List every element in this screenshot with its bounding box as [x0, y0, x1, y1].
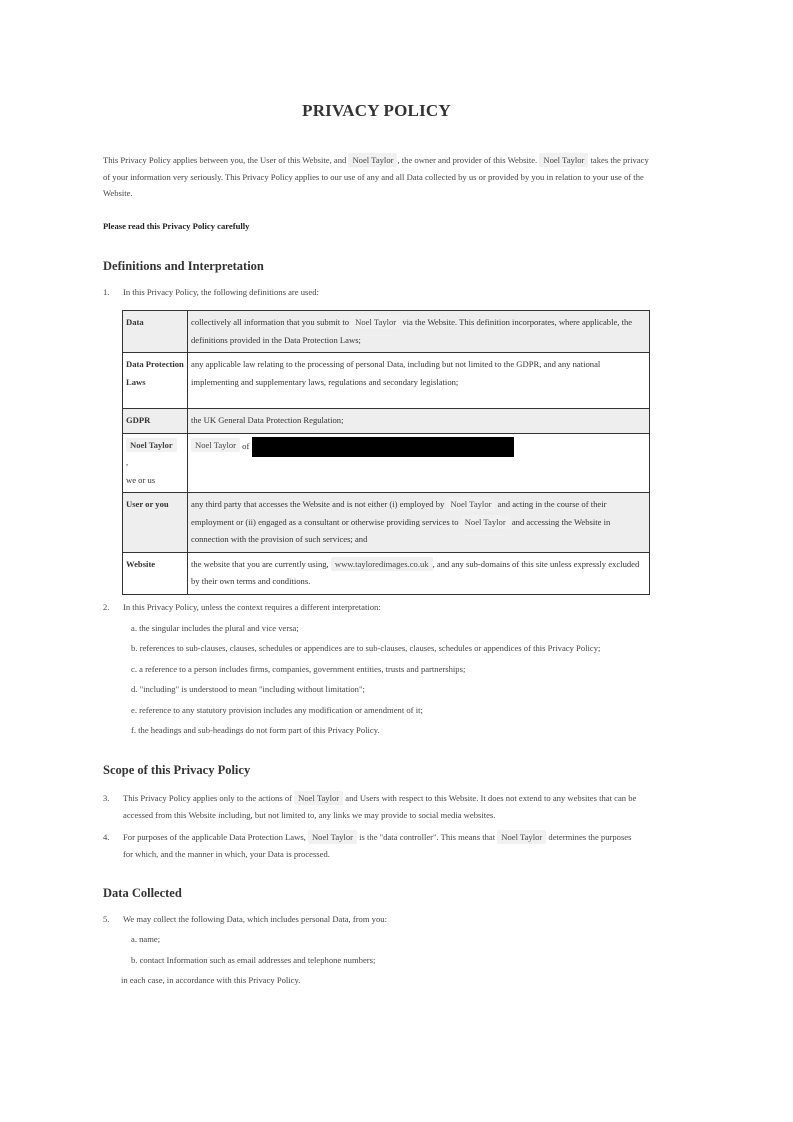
owner-name-chip: Noel Taylor: [348, 153, 397, 167]
owner-name-chip: Noel Taylor: [126, 438, 177, 452]
owner-name-chip: Noel Taylor: [191, 438, 240, 452]
owner-name-chip: Noel Taylor: [497, 830, 546, 844]
owner-name-chip: Noel Taylor: [351, 315, 400, 329]
section-heading-definitions: Definitions and Interpretation: [103, 259, 264, 273]
section-heading-scope: Scope of this Privacy Policy: [103, 763, 251, 777]
owner-name-chip: Noel Taylor: [539, 153, 588, 167]
clause-text: [103, 829, 643, 862]
website-url-link[interactable]: www.tayloredimages.co.uk: [331, 557, 433, 571]
sub-clause: b. references to sub-clauses, clauses, schedules or appendices are to sub-clauses, clauses, schedules or appendices of this Privacy Policy;: [131, 643, 601, 653]
table-row: [123, 433, 650, 493]
definition-text: via the Website. This definition incorporates, where applicable, the definitions provided in the Data Protection Laws;: [191, 317, 633, 345]
clause-5: [103, 911, 643, 928]
owner-name-chip: Noel Taylor: [294, 791, 343, 805]
clause-text-part: determines the purposes for which, and the manner in which, your Data is processed.: [123, 832, 632, 859]
definition-text: and acting in the course of their employment or (ii) engaged as a consultant or otherwise providing services to: [191, 499, 607, 527]
definition-text: , and any sub-domains of this site unless expressly excluded by their own terms and conditions.: [191, 558, 640, 586]
intro-text: takes the privacy of your information very seriously. This Privacy Policy applies to our use of any and all Data collected by us or provided by you in relation to your use of the Website.: [103, 155, 649, 198]
sub-clause: a. name;: [131, 934, 161, 944]
clause-text-part: is the "data controller". This means that: [356, 832, 498, 842]
clause-tail: in each case, in accordance with this Privacy Policy.: [121, 975, 301, 985]
definition-cell: the UK General Data Protection Regulation;: [188, 409, 650, 434]
owner-name-chip: Noel Taylor: [308, 830, 357, 844]
clause-2: [103, 599, 643, 616]
clause-text: We may collect the following Data, which includes personal Data, from you:: [123, 914, 387, 924]
clause-text-part: For purposes of the applicable Data Protection Laws,: [123, 832, 308, 842]
sub-clause: e. reference to any statutory provision includes any modification or amendment of it;: [131, 705, 423, 715]
clause-text: In this Privacy Policy, the following definitions are used:: [123, 287, 319, 297]
term-cell: User or you: [123, 493, 188, 553]
term-cell: Data: [123, 311, 188, 353]
clause-text-part: and Users with respect to this Website. It does not extend to any websites that can be accessed from this Website including, but not limited to, any links we may provide to social media websites.: [123, 793, 637, 820]
definition-text: the website that you are currently using,: [191, 558, 331, 569]
clause-number: 1.: [103, 287, 110, 297]
term-cell: Website: [123, 552, 188, 594]
table-row: [123, 353, 650, 409]
definition-text: and accessing the Website in connection with the provision of such services; and: [191, 516, 611, 544]
clause-number: 2.: [103, 602, 110, 612]
page-title: PRIVACY POLICY: [302, 101, 451, 120]
sub-clause: c. a reference to a person includes firms, companies, government entities, trusts and partnerships;: [131, 664, 466, 674]
table-row: [123, 311, 650, 353]
clause-number: 3.: [103, 793, 110, 803]
owner-name-chip: Noel Taylor: [461, 515, 510, 529]
table-row: [123, 493, 650, 553]
definition-text: collectively all information that you submit to: [191, 317, 352, 327]
intro-text: This Privacy Policy applies between you, the User of this Website, and: [103, 155, 349, 165]
clause-number: 4.: [103, 832, 110, 842]
definition-cell: [188, 311, 650, 353]
sub-clause: f. the headings and sub-headings do not form part of this Privacy Policy.: [131, 725, 380, 735]
sub-clause: d. "including" is understood to mean "including without limitation";: [131, 684, 365, 694]
definition-cell: [188, 493, 650, 553]
definition-text: of: [242, 440, 250, 451]
owner-name-chip: Noel Taylor: [446, 497, 495, 511]
table-row: [123, 409, 650, 434]
sub-clause: b. contact Information such as email addresses and telephone numbers;: [131, 955, 376, 965]
term-cell: [123, 433, 188, 493]
clause-4: [103, 829, 643, 862]
definition-text: any third party that accesses the Website and is not either (i) employed by: [191, 499, 447, 509]
clause-text: [103, 790, 643, 823]
clause-1: [103, 284, 643, 301]
clause-text: In this Privacy Policy, unless the context requires a different interpretation:: [123, 602, 381, 612]
term-comma: ,: [126, 457, 129, 467]
table-row: [123, 552, 650, 594]
clause-text-part: This Privacy Policy applies only to the actions of: [123, 793, 295, 803]
clause-3: [103, 790, 643, 823]
clause-number: 5.: [103, 914, 110, 924]
section-heading-data-collected: Data Collected: [103, 886, 182, 900]
definitions-table: [122, 310, 650, 595]
intro-text: , the owner and provider of this Website.: [397, 155, 540, 165]
definition-cell: [188, 433, 650, 493]
sub-clause: a. the singular includes the plural and vice versa;: [131, 623, 299, 633]
definition-cell: [188, 552, 650, 594]
term-cell: Data Protection Laws: [123, 353, 188, 409]
redacted-address: [252, 437, 514, 457]
term-alias: we or us: [126, 474, 156, 485]
read-notice: Please read this Privacy Policy carefully: [103, 221, 250, 231]
intro-paragraph: [103, 152, 650, 202]
term-cell: GDPR: [123, 409, 188, 434]
definition-cell: any applicable law relating to the processing of personal Data, including but not limited to the GDPR, and any national implementing and supplementary laws, regulations and secondary legislation;: [188, 353, 650, 409]
